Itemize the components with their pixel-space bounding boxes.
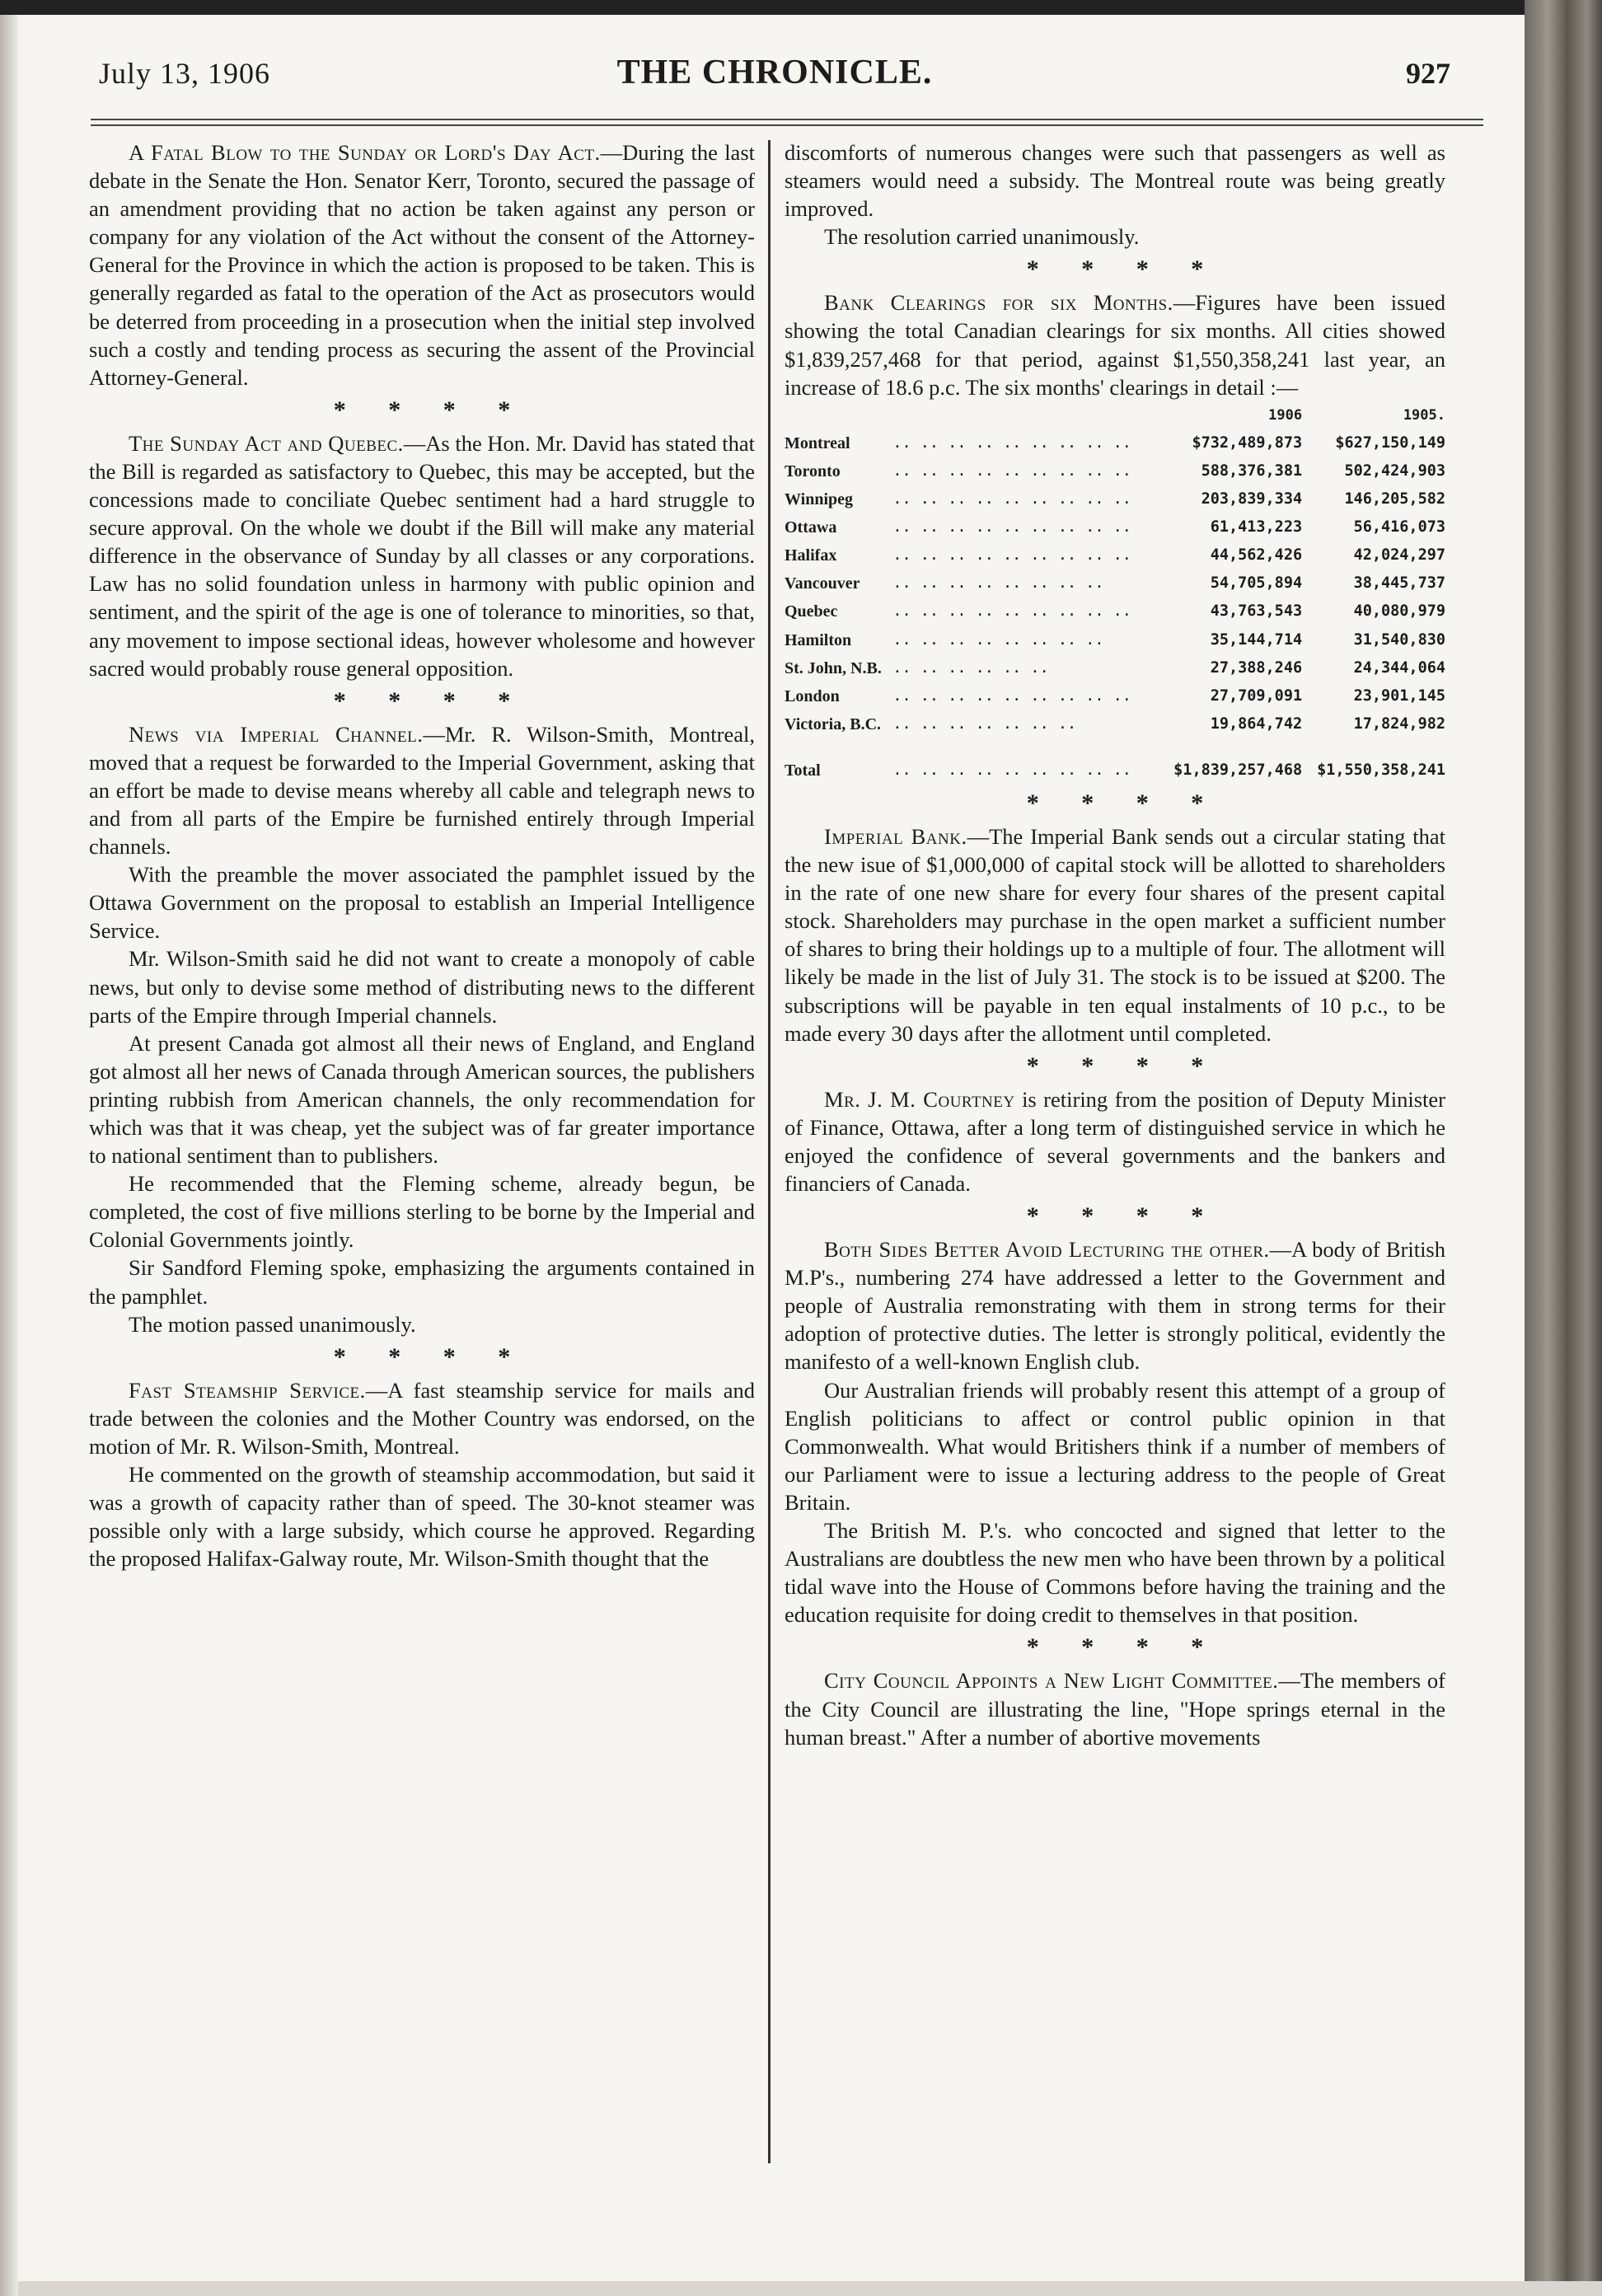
value-1906: 588,376,381	[1201, 462, 1303, 480]
column-header-1905: 1905.	[1403, 406, 1445, 424]
article-paragraph: With the preamble the mover associated the pamphlet issued by the Ottawa Government on the proposal to establish an Imperial Intelligence Service.	[89, 862, 755, 944]
leader-dots: .. .. .. .. .. .. .. ..	[892, 574, 1104, 593]
article-paragraph: The resolution carried unanimously.	[824, 224, 1140, 250]
article-text: —Mr. R. Wilson-Smith, Montreal, moved that a request be forwarded to the Imperial Government, asking that an effort be made to devise means whereby all cable and telegraph news to and from all parts of the Empire be furnished entirely through Imperial channels.	[89, 721, 755, 860]
scan-top-edge	[0, 0, 1602, 15]
article-paragraph	[89, 429, 755, 682]
value-1905: $627,150,149	[1335, 433, 1445, 452]
value-1906: 61,413,223	[1210, 518, 1303, 537]
table-row	[785, 626, 1445, 654]
article-paragraph: Our Australian friends will probably resent this attempt of a group of English politicians to affect or control public opinion in that Commonwealth. What would Britishers think if a number of members of our Parliament were to issue a lecturing address to the people of Great Britain.	[785, 1377, 1445, 1515]
table-row	[785, 682, 1445, 710]
article-paragraph	[785, 288, 1445, 401]
leader-dots: .. .. .. .. .. .. .. .. ..	[892, 686, 1131, 705]
article-heading: Imperial Bank.	[824, 823, 967, 849]
value-1906: 19,864,742	[1210, 715, 1303, 733]
value-1905: 24,344,064	[1353, 658, 1445, 677]
article-paragraph: He recommended that the Fleming scheme, already begun, be completed, the cost of five millions sterling to be borne by the Imperial and Colonial Governments jointly.	[89, 1171, 755, 1253]
book-binding	[1525, 0, 1602, 2281]
city-name: London	[785, 686, 840, 705]
city-name: Winnipeg	[785, 490, 853, 509]
value-1906: 43,763,543	[1210, 602, 1303, 621]
table-header-row	[785, 401, 1445, 429]
value-1905: 31,540,830	[1353, 630, 1445, 649]
section-separator: * * * *	[333, 686, 529, 715]
value-1906: $732,489,873	[1192, 433, 1303, 452]
table-row	[785, 569, 1445, 597]
article-heading: Bank Clearings for six Months.	[824, 290, 1173, 316]
section-separator: * * * *	[1026, 1202, 1222, 1230]
article-heading: The Sunday Act and Quebec.	[129, 430, 404, 456]
right-column	[785, 138, 1445, 1751]
value-1906: 54,705,894	[1210, 574, 1303, 593]
scan-left-edge	[0, 15, 18, 2296]
value-1905: 56,416,073	[1353, 518, 1445, 537]
article-text: —Figures have been issued showing the total Canadian clearings for six months. All cities showed $1,839,257,468 for that period, against $1,550,358,241 last year, an increase of 18.6 p.c. The six months' clearings in detail :—	[785, 290, 1445, 400]
article-fast-steamship	[89, 1376, 755, 1573]
value-1905: 38,445,737	[1353, 574, 1445, 593]
article-paragraph	[785, 1666, 1445, 1750]
table-row	[785, 541, 1445, 569]
leader-dots: .. .. .. .. .. .. ..	[892, 715, 1077, 733]
value-1905: 17,824,982	[1353, 715, 1445, 733]
city-name: Halifax	[785, 546, 837, 565]
article-paragraph: The British M. P.'s. who concocted and signed that letter to the Australians are doubtless the new men who have been thrown by a political tidal wave into the House of Commons before having the training and the education requisite for doing credit to themselves in that position.	[785, 1518, 1445, 1628]
article-paragraph: Sir Sandford Fleming spoke, emphasizing the arguments contained in the pamphlet.	[89, 1255, 755, 1309]
value-1906: 35,144,714	[1210, 630, 1303, 649]
value-1906: 27,388,246	[1210, 658, 1303, 677]
article-paragraph	[89, 720, 755, 860]
issue-date: July 13, 1906	[99, 57, 271, 90]
article-paragraph	[785, 1085, 1445, 1197]
value-1905: 502,424,903	[1344, 462, 1445, 480]
city-name: Victoria, B.C.	[785, 715, 882, 733]
article-text: —A body of British M.P's., numbering 274 have addressed a letter to the Government and people of Australia remonstrating with them in strong terms for their adoption of protective duties. The letter is strongly political, evidently the manifesto of a well-known English club.	[785, 1237, 1445, 1375]
article-paragraph: The motion passed unanimously.	[129, 1311, 416, 1337]
article-imperial-bank	[785, 822, 1445, 1047]
city-name: Hamilton	[785, 630, 852, 649]
section-separator: * * * *	[333, 396, 529, 424]
article-paragraph: He commented on the growth of steamship accommodation, but said it was a growth of capacity rather than of speed. The 30-knot steamer was possible only with a large subsidy, which course he approved. Regarding the proposed Halifax-Galway route, Mr. Wilson-Smith thought that the	[89, 1462, 755, 1572]
clearings-table	[785, 401, 1445, 785]
table-row	[785, 429, 1445, 457]
value-1906: 203,839,334	[1201, 490, 1303, 508]
city-name: Vancouver	[785, 574, 860, 593]
table-row	[785, 485, 1445, 513]
value-1905: 40,080,979	[1353, 602, 1445, 621]
article-paragraph: discomforts of numerous changes were such that passengers as well as steamers would need a subsidy. The Montreal route was being greatly improved.	[785, 140, 1445, 222]
value-1905: 146,205,582	[1344, 490, 1445, 508]
city-name: St. John, N.B.	[785, 658, 882, 677]
article-news-imperial-channel	[89, 720, 755, 1338]
article-text: —The members of the City Council are illustrating the line, "Hope springs eternal in the human breast." After a number of abortive movements	[785, 1668, 1445, 1750]
table-row	[785, 654, 1445, 682]
section-separator: * * * *	[1026, 1052, 1222, 1080]
section-separator: * * * *	[1026, 1633, 1222, 1661]
city-name: Ottawa	[785, 518, 837, 537]
article-heading: Fast Steamship Service.	[129, 1377, 366, 1403]
value-1906: 27,709,091	[1210, 686, 1303, 705]
value-1905: 42,024,297	[1353, 546, 1445, 565]
value-1905: 23,901,145	[1353, 686, 1445, 705]
article-heading: Mr. J. M. Courtney	[824, 1086, 1015, 1112]
article-sunday-act-fatal-blow	[89, 138, 755, 391]
article-steamship-continued	[785, 138, 1445, 251]
article-paragraph	[89, 138, 755, 391]
city-name: Montreal	[785, 433, 850, 452]
article-text: is retiring from the position of Deputy Minister of Finance, Ottawa, after a long term of distinguished service in which he enjoyed the confidence of several governments and the bankers and financiers of Canada.	[785, 1086, 1445, 1196]
leader-dots: .. .. .. .. .. .. .. .. ..	[892, 462, 1131, 480]
column-header-1906: 1906	[1268, 406, 1303, 424]
city-name: Quebec	[785, 602, 838, 621]
article-text: —As the Hon. Mr. David has stated that the Bill is regarded as satisfactory to Quebec, this may be accepted, but the concessions made to conciliate Quebec sentiment had a hard struggle to secure approval. On the whole we doubt if the Bill will make any material difference in the observance of Sunday by all classes or any corporations. Law has no solid foundation unless in harmony with public opinion and sentiment, and the spirit of the age is one of tolerance to minorities, so that, any movement to impose sectional ideas, however wholesome and however sacred would probably rouse general opposition.	[89, 430, 755, 681]
article-paragraph: At present Canada got almost all their news of England, and England got almost all her news of Canada through American sources, the publishers printing rubbish from American channels, the only recommendation for which was that it was cheap, yet the subject was of far greater importance to national sentiment than to publishers.	[89, 1030, 755, 1169]
table-row	[785, 457, 1445, 485]
article-paragraph: Mr. Wilson-Smith said he did not want to create a monopoly of cable news, but only to devise some method of distributing news to the different parts of the Empire through Imperial channels.	[89, 946, 755, 1028]
section-separator: * * * *	[333, 1342, 529, 1371]
total-1906: $1,839,257,468	[1173, 761, 1303, 779]
article-heading: City Council Appoints a New Light Committee.	[824, 1668, 1279, 1694]
city-name: Toronto	[785, 462, 841, 480]
total-1905: $1,550,358,241	[1317, 761, 1445, 779]
leader-dots: .. .. .. .. .. ..	[892, 658, 1049, 677]
section-separator: * * * *	[1026, 255, 1222, 283]
article-paragraph	[785, 1235, 1445, 1375]
table-row	[785, 597, 1445, 626]
total-label: Total	[785, 761, 821, 780]
article-heading: Both Sides Better Avoid Lecturing the other.	[824, 1237, 1270, 1263]
article-paragraph	[89, 1376, 755, 1460]
running-header	[99, 48, 1450, 105]
article-sunday-act-quebec	[89, 429, 755, 682]
leader-dots: .. .. .. .. .. .. .. ..	[892, 630, 1104, 649]
article-paragraph	[785, 822, 1445, 1047]
leader-dots: .. .. .. .. .. .. .. .. ..	[892, 490, 1131, 508]
table-row	[785, 513, 1445, 541]
article-text: —The Imperial Bank sends out a circular stating that the new isue of $1,000,000 of capital stock will be allotted to shareholders in the rate of one new share for every four shares of the present capital stock. Shareholders may purchase in the open market a sufficient number of shares to bring their holdings up to a multiple of four. The allotment will likely be made in the list of July 31. The stock is to be issued at $200. The subscriptions will be payable in ten equal instalments of 10 p.c., to be made every 30 days after the allotment until completed.	[785, 823, 1445, 1046]
leader-dots: .. .. .. .. .. .. .. .. ..	[892, 433, 1131, 452]
leader-dots: .. .. .. .. .. .. .. .. ..	[892, 761, 1131, 779]
column-divider	[768, 140, 771, 2163]
header-rule	[91, 119, 1483, 126]
article-bank-clearings	[785, 288, 1445, 785]
article-lecturing	[785, 1235, 1445, 1628]
table-total-row	[785, 738, 1445, 785]
article-text: —A fast steamship service for mails and trade between the colonies and the Mother Country was endorsed, on the motion of Mr. R. Wilson-Smith, Montreal.	[89, 1377, 755, 1459]
leader-dots: .. .. .. .. .. .. .. .. ..	[892, 546, 1131, 565]
leader-dots: .. .. .. .. .. .. .. .. ..	[892, 518, 1131, 537]
article-city-council	[785, 1666, 1445, 1750]
article-text: —During the last debate in the Senate the Hon. Senator Kerr, Toronto, secured the passage of an amendment providing that no action be taken against any person or company for any violation of the Act without the consent of the Attorney-General for the Province in which the action is proposed to be taken. This is generally regarded as fatal to the operation of the Act as prosecutors would be deterred from proceeding in a prosecution when the initial step involved such a costly and tending process as securing the assent of the Provincial Attorney-General.	[89, 140, 755, 390]
article-heading: News via Imperial Channel.	[129, 721, 424, 747]
publication-title: THE CHRONICLE.	[616, 54, 933, 91]
article-heading: A Fatal Blow to the Sunday or Lord's Day Act.	[129, 140, 601, 165]
table-row	[785, 710, 1445, 738]
value-1906: 44,562,426	[1210, 546, 1303, 565]
section-separator: * * * *	[1026, 789, 1222, 817]
leader-dots: .. .. .. .. .. .. .. .. ..	[892, 602, 1131, 621]
article-courtney	[785, 1085, 1445, 1197]
left-column	[89, 138, 755, 1572]
page-number: 927	[1406, 57, 1450, 90]
